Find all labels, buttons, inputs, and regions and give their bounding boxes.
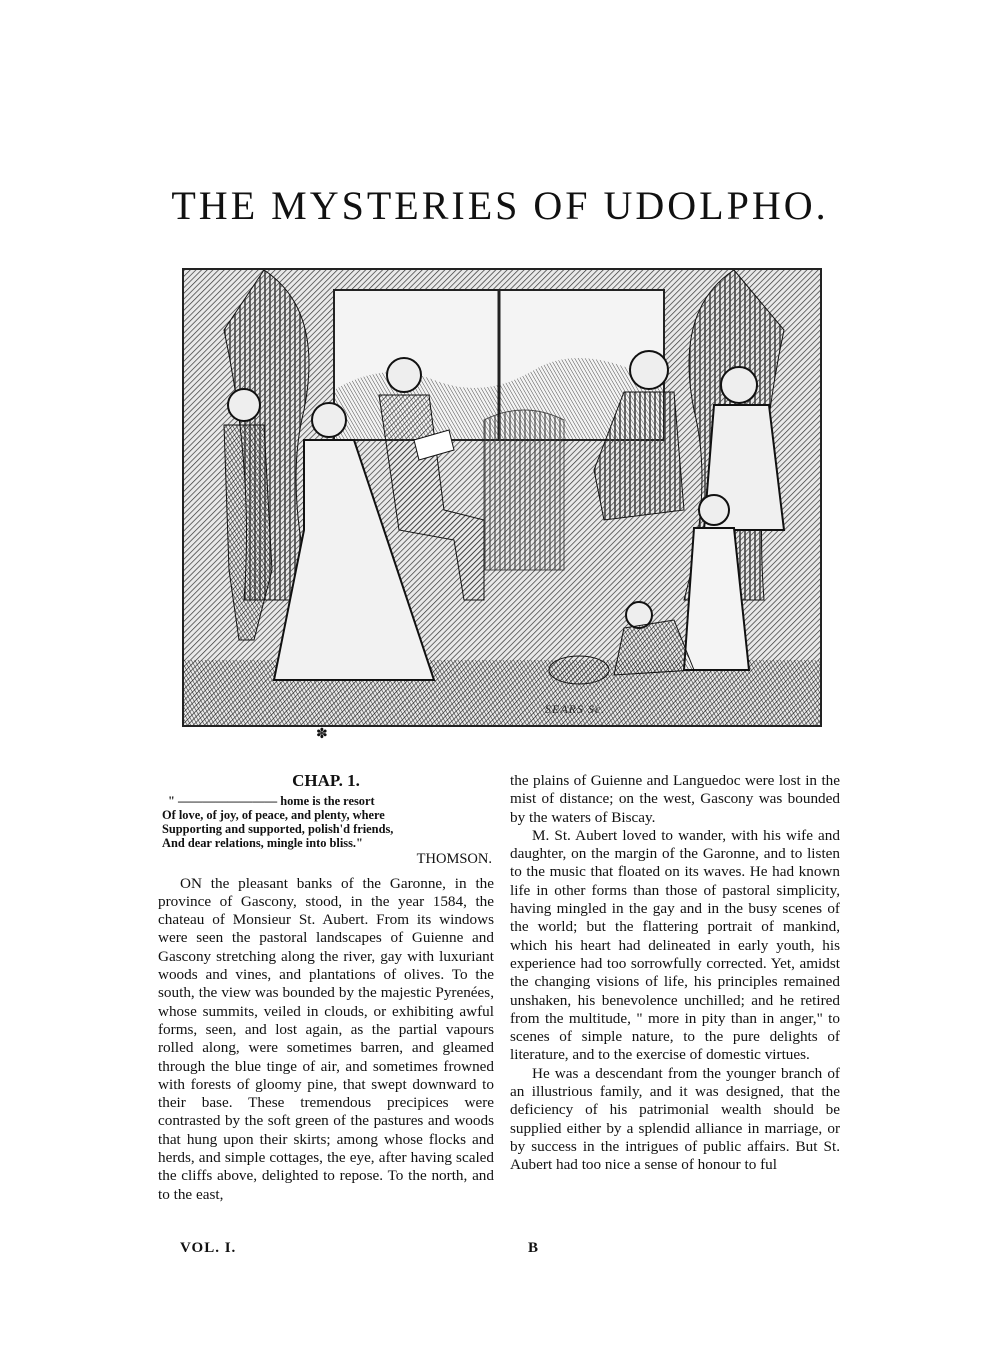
body-paragraph: He was a descendant from the younger branch of an illustrious family, and it was designed, that the deficiency of his patrimonial wealth should be supplied either by a splendid alliance in marriage, or by success in the intrigues of public affairs. But St. Aubert had too nice a sense of honour to ful <box>510 1064 840 1174</box>
epigraph-author: THOMSON. <box>416 851 492 868</box>
right-column <box>510 772 840 1175</box>
ornament-icon: ✽ <box>316 727 328 742</box>
book-title: THE MYSTERIES OF UDOLPHO. <box>171 183 829 228</box>
epigraph-line: " ———————— home is the resort <box>168 794 375 809</box>
epigraph <box>158 794 494 850</box>
engraver-signature: SEARS Sc. <box>545 702 606 716</box>
body-paragraph: ON the pleasant banks of the Garonne, in the province of Gascony, stood, in the year 1584, the chateau of Monsieur St. Aubert. From its windows were seen the pastoral landscapes of Guienne and Gascony stretching along the river, gay with luxuriant woods and vines, and plantations of olives. To the south, the view was bounded by the majestic Pyrenées, whose summits, veiled in clouds, or exhibiting awful forms, seen, and lost again, as the partial vapours rolled along, were sometimes barren, and gleamed through the blue tinge of air, and sometimes frowned with forests of gloomy pine, that swept downward to their base. These tremendous precipices were contrasted by the soft green of the pastures and woods that hung upon their skirts; among whose flocks and herds, and simple cottages, the eye, after having scaled the cliffs above, delighted to repose. To the north, and to the east, <box>158 874 494 1203</box>
body-paragraph: the plains of Guienne and Languedoc were lost in the mist of distance; on the west, Gascony was bounded by the waters of Biscay. <box>510 772 840 826</box>
body-paragraph: M. St. Aubert loved to wander, with his wife and daughter, on the margin of the Garonne, and to listen to the music that floated on its waves. He had known life in other forms than those of pastoral simplicity, having mingled in the gay and in the busy scenes of the world; but the flattering portrait of mankind, which his heart had delineated in early youth, his experience had too sorrowfully corrected. Yet, amidst the changing visions of life, his principles remained unshaken, his benevolence unchilled; and he retired from the multitude, " more in pity than in anger," to scenes of simple nature, to the pure delights of literature, and to the exercise of domestic virtues. <box>510 826 840 1064</box>
epigraph-line: Supporting and supported, polish'd friends, <box>162 822 394 837</box>
epigraph-line: And dear relations, mingle into bliss." <box>162 836 363 851</box>
left-column <box>158 772 494 1204</box>
frontispiece-engraving <box>182 268 822 727</box>
volume-mark: VOL. I. <box>180 1240 237 1256</box>
chapter-heading: CHAP. 1. <box>292 771 360 790</box>
family-scene-illustration <box>184 270 820 725</box>
epigraph-line: Of love, of joy, of peace, and plenty, where <box>162 808 385 823</box>
signature-mark: B <box>528 1240 539 1256</box>
